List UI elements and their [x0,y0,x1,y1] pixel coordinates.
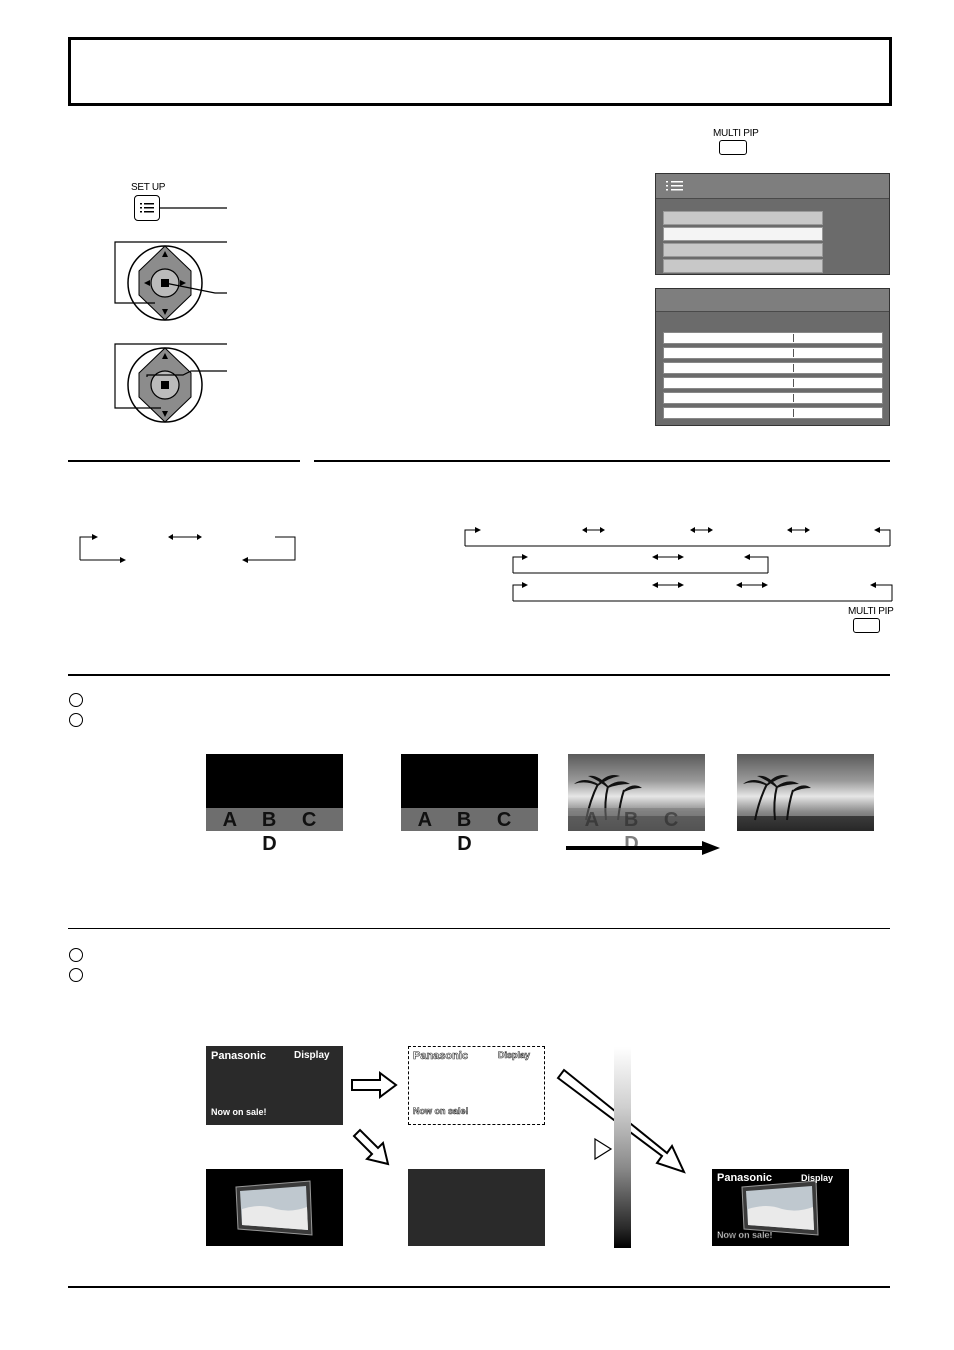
menu-item[interactable] [663,259,823,273]
brand-text: Panasonic [211,1050,267,1062]
beach-image-preview [568,754,705,855]
adjust-slider[interactable] [793,334,880,342]
section-divider [68,460,300,462]
caption-bar: A B C D [401,808,538,831]
tagline-text: Now on sale! [717,1230,773,1240]
submenu-row[interactable] [663,377,883,389]
multi-pip-button-2[interactable] [853,618,880,633]
palm-tree-icon [737,754,874,831]
adjust-slider[interactable] [793,394,880,402]
transition-arrow-icon [566,840,726,856]
overlay-screen-preview [408,1046,545,1125]
submenu-row[interactable] [663,347,883,359]
adjust-slider[interactable] [793,409,880,417]
tagline-text: Now on sale! [211,1107,267,1117]
blank-screen-preview [408,1169,545,1246]
outline-arrow-down-right-icon [350,1128,400,1168]
step-circle [69,713,83,727]
step-circle [69,968,83,982]
menu-item[interactable] [663,211,823,225]
product-text: Display [498,1050,531,1060]
tv-display-icon [206,1169,343,1246]
multi-pip-button-label: MULTI PIP [713,128,759,139]
screen-preview [401,754,538,855]
adjust-slider[interactable] [793,349,880,357]
multi-pip-button-label-2: MULTI PIP [848,606,894,617]
submenu-row[interactable] [663,407,883,419]
outline-arrow-right-icon [350,1070,400,1100]
play-triangle-icon [594,1138,614,1160]
mode-cycle-diagram-multi [460,520,900,610]
submenu-row[interactable] [663,362,883,374]
menu-list-icon [666,180,684,192]
mode-cycle-diagram [70,525,305,570]
tagline-text: Now on sale! [413,1106,469,1116]
caption-bar: A B C D [568,808,705,831]
fade-gradient-bar [614,1047,631,1248]
product-text: Display [801,1173,834,1183]
adjust-slider[interactable] [793,364,880,372]
section-divider [68,928,890,929]
ad-screen-preview [206,1046,343,1125]
brand-text: Panasonic [413,1050,469,1062]
brand-text: Panasonic [717,1172,773,1184]
submenu-header [656,289,889,312]
combined-screen-preview [712,1169,849,1246]
multi-pip-button[interactable] [719,140,747,155]
product-text: Display [294,1050,330,1061]
step-circle [69,948,83,962]
section-divider [68,1286,890,1288]
screen-preview [206,754,343,855]
step-circle [69,693,83,707]
submenu-panel [655,288,890,426]
menu-item[interactable] [663,243,823,257]
submenu-row[interactable] [663,392,883,404]
page-title-box [68,37,892,106]
section-divider [68,674,890,676]
tv-image-preview [206,1169,343,1246]
remote-control-diagram [105,195,235,420]
section-divider [314,460,890,462]
caption-bar: A B C D [206,808,343,831]
menu-header [656,174,889,199]
adjust-slider[interactable] [793,379,880,387]
setup-button-label: SET UP [131,182,166,193]
direction-pad-icon [128,348,202,422]
submenu-row[interactable] [663,332,883,344]
setup-menu-panel [655,173,890,275]
menu-item-selected[interactable] [663,227,823,241]
beach-image-preview [737,754,874,831]
